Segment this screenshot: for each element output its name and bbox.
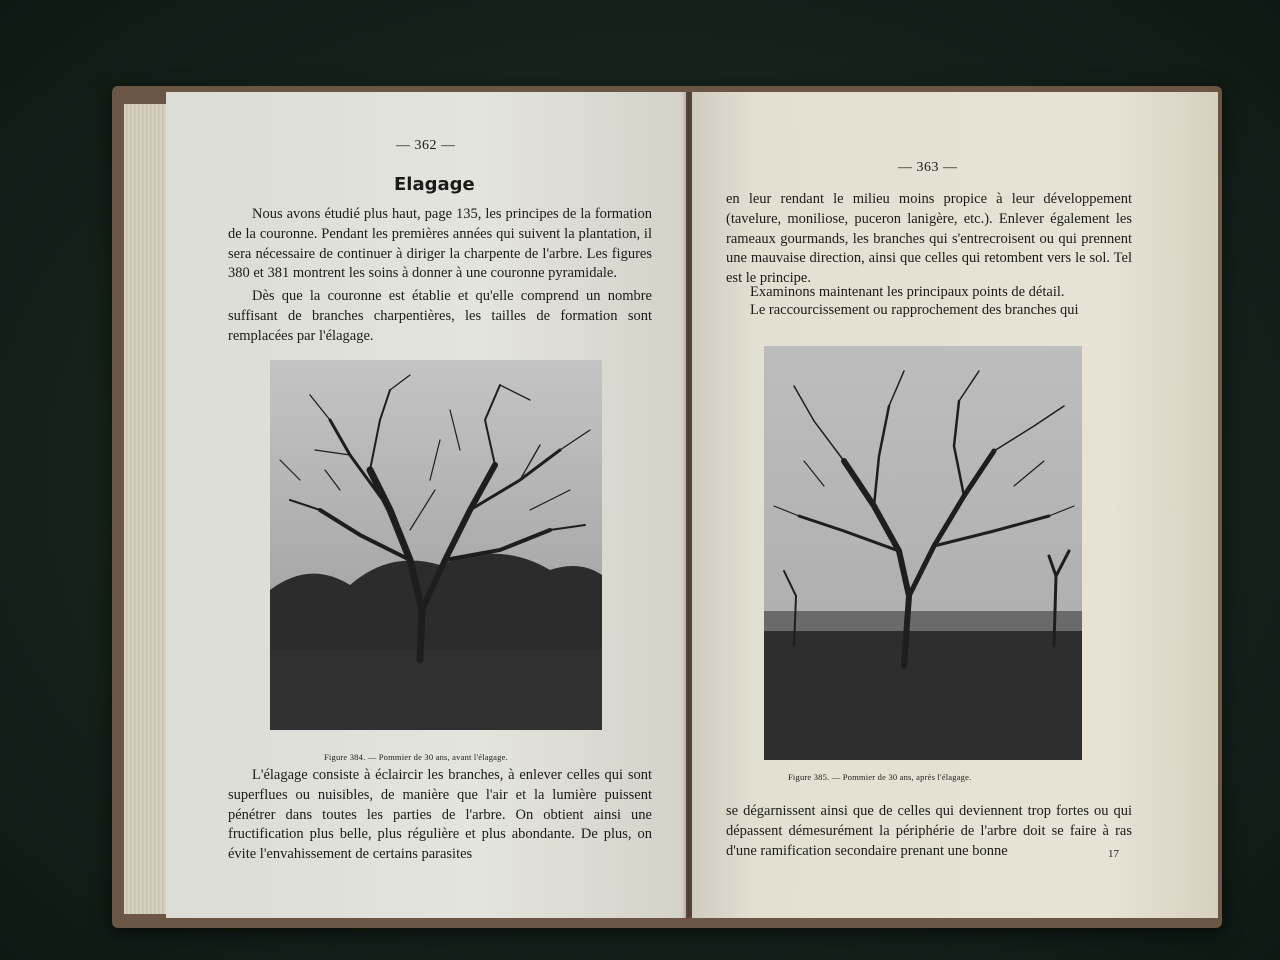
top-paragraph: en leur rendant le milieu moins propice à leur développement (tavelure, moniliose, puceron lanigère, etc.). Enlever également les rameaux gourmands, les branches qui s'entrecroisent ou qui prennent une mauvaise direction, ainsi que celles qui retombent vers le sol. Tel est le principe. [726,191,1132,287]
page-edges [124,104,172,914]
tree-photo-before [270,360,602,730]
page-number: — 362 — [396,138,456,153]
paragraph-examinons: Examinons maintenant les principaux points de détail. [750,284,1065,300]
intro-paragraph: Nous avons étudié plus haut, page 135, les principes de la formation de la couronne. Pendant les premières années qui suivent la plantation, il sera nécessaire de continuer à diriger la charpente de l'arbre. Les figures 380 et 381 montrent les soins à donner à une couronne pyramidale. [228,206,652,282]
tree-photo-after [764,346,1082,760]
right-page [692,92,1218,918]
second-paragraph: Dès que la couronne est établie et qu'elle comprend un nombre suffisant de branches charpentières, les tailles de formation sont remplacées par l'élagage. [228,288,652,344]
bottom-paragraph: L'élagage consiste à éclaircir les branches, à enlever celles qui sont superflues ou nuisibles, de manière que l'air et la lumière puissent pénétrer dans toutes les parties de l'arbre. On obtient ainsi une fructification plus belle, plus régulière et plus abondante. De plus, on évite l'envahissement de certains parasites [228,767,652,863]
section-heading: Elagage [394,174,475,195]
page-number: — 363 — [898,160,958,175]
signature-mark: 17 [1108,848,1119,860]
figure-caption: Figure 384. — Pommier de 30 ans, avant l'élagage. [324,752,508,762]
bottom-paragraph: se dégarnissent ainsi que de celles qui deviennent trop fortes ou qui dépassent démesurément la périphérie de l'arbre doit se faire à ras d'une ramification secondaire prenant une bonne [726,803,1132,859]
left-page [166,92,686,918]
figure-caption: Figure 385. — Pommier de 30 ans, après l'élagage. [788,772,972,782]
paragraph-raccourcissement: Le raccourcissement ou rapprochement des branches qui [750,302,1079,318]
